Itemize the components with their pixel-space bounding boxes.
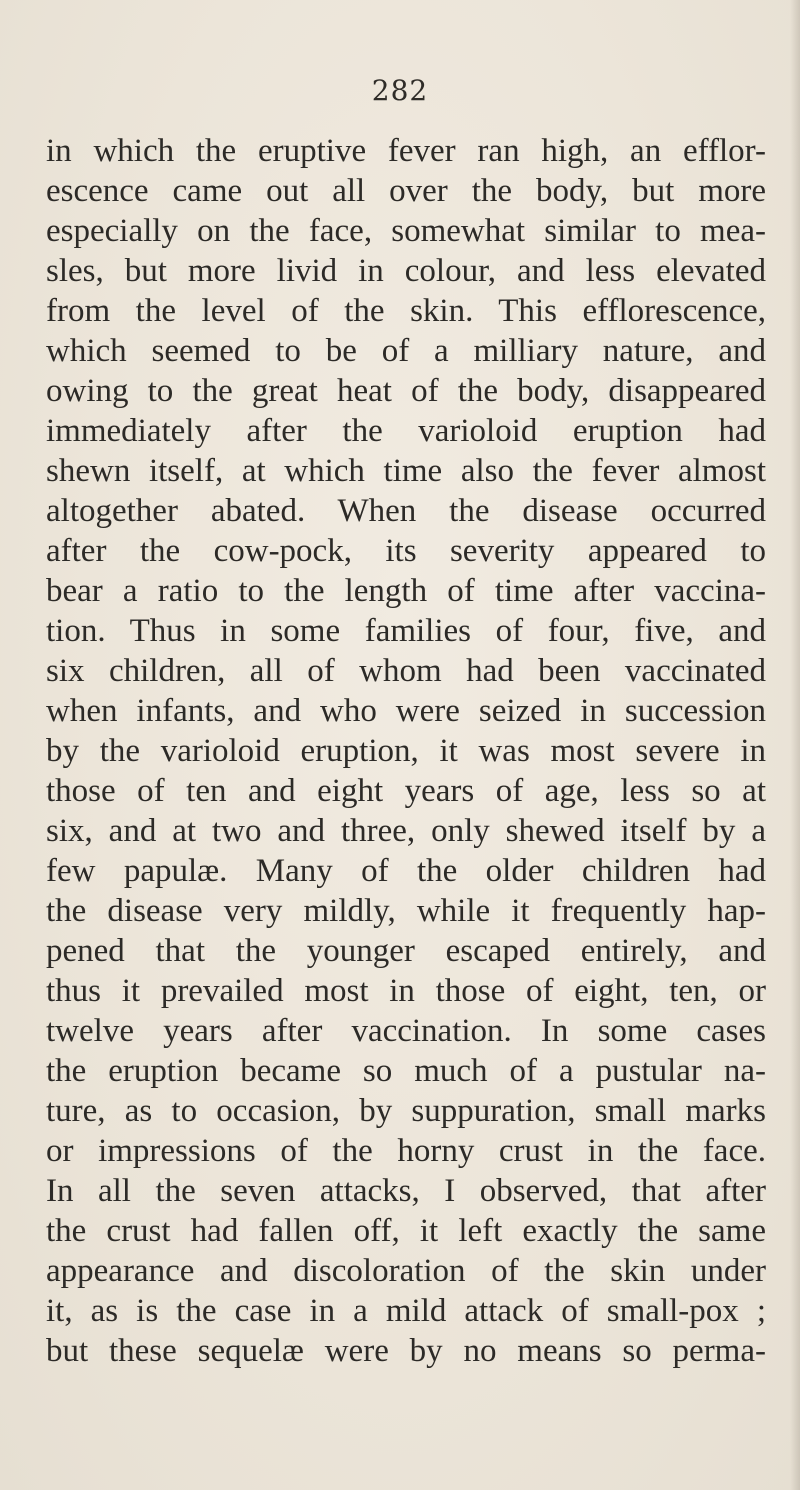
text-line: the disease very mildly, while it frequently hap- <box>46 893 766 929</box>
text-line: the crust had fallen off, it left exactly the same <box>46 1213 766 1249</box>
text-line: appearance and discoloration of the skin under <box>46 1253 766 1289</box>
text-line: which seemed to be of a milliary nature, and <box>46 333 766 369</box>
text-line: the eruption became so much of a pustular na- <box>46 1053 766 1089</box>
text-line: shewn itself, at which time also the fever almost <box>46 453 766 489</box>
text-line: especially on the face, somewhat similar to mea- <box>46 213 766 249</box>
text-line: but these sequelæ were by no means so perma- <box>46 1333 766 1369</box>
text-line: six, and at two and three, only shewed itself by a <box>46 813 766 849</box>
text-line: altogether abated. When the disease occurred <box>46 493 766 529</box>
text-line: In all the seven attacks, I observed, that after <box>46 1173 766 1209</box>
text-line: those of ten and eight years of age, less so at <box>46 773 766 809</box>
page-number: 282 <box>371 74 429 107</box>
text-line: escence came out all over the body, but more <box>46 173 766 209</box>
text-line: six children, all of whom had been vaccinated <box>46 653 766 689</box>
text-line: ture, as to occasion, by suppuration, small marks <box>46 1093 766 1129</box>
text-line: immediately after the varioloid eruption had <box>46 413 766 449</box>
text-line: bear a ratio to the length of time after vaccina- <box>46 573 766 609</box>
text-line: pened that the younger escaped entirely, and <box>46 933 766 969</box>
text-line: by the varioloid eruption, it was most severe in <box>46 733 766 769</box>
text-line: few papulæ. Many of the older children had <box>46 853 766 889</box>
body-text <box>46 131 766 1371</box>
text-line: after the cow-pock, its severity appeared to <box>46 533 766 569</box>
text-line: or impressions of the horny crust in the face. <box>46 1133 766 1169</box>
text-line: from the level of the skin. This efflorescence, <box>46 293 766 329</box>
text-line: owing to the great heat of the body, disappeared <box>46 373 766 409</box>
text-line: tion. Thus in some families of four, five, and <box>46 613 766 649</box>
text-line: sles, but more livid in colour, and less elevated <box>46 253 766 289</box>
text-line: thus it prevailed most in those of eight, ten, or <box>46 973 766 1009</box>
text-line: in which the eruptive fever ran high, an efflor- <box>46 133 766 169</box>
text-line: it, as is the case in a mild attack of small-pox ; <box>46 1293 766 1329</box>
page-edge-shadow <box>790 0 800 1490</box>
text-line: when infants, and who were seized in succession <box>46 693 766 729</box>
text-line: twelve years after vaccination. In some cases <box>46 1013 766 1049</box>
